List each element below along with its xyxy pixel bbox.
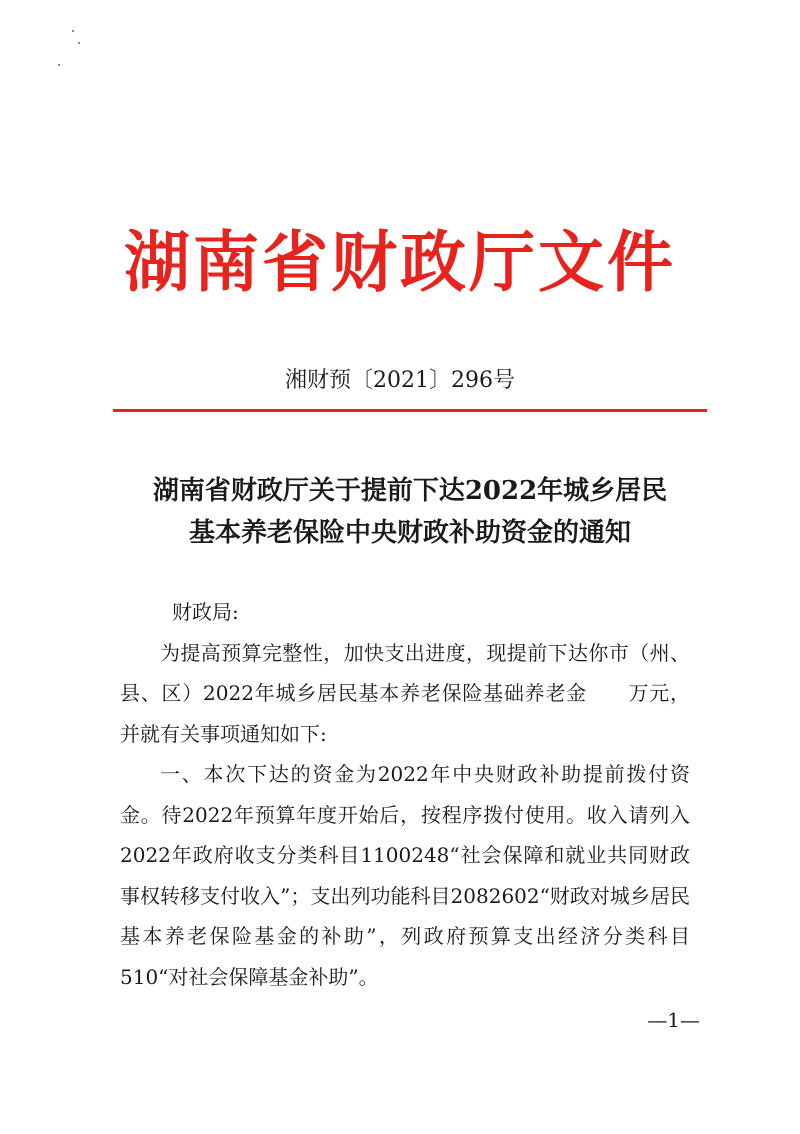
document-masthead: 湖南省财政厅文件 (124, 224, 676, 301)
document-number: 湘财预〔2021〕296号 (285, 368, 515, 393)
addressee: 财政局: (172, 600, 239, 624)
scan-speck (58, 64, 60, 66)
document-title (100, 470, 720, 554)
red-divider-line (113, 409, 707, 412)
scan-speck (72, 30, 74, 32)
body-paragraph: 为提高预算完整性，加快支出进度，现提前下达你市（州、县、区）2022年城乡居民基本养老保险基础养老金 万元，并就有关事项通知如下: (120, 640, 690, 746)
body-paragraph: 一、本次下达的资金为2022年中央财政补助提前拨付资金。待2022年预算年度开始后，按程序拨付使用。收入请列入2022年政府收支分类科目1100248“社会保障和就业共同财政事权转移支付收入”；支出列功能科目2082602“财政对城乡居民基本养老保险基金的补助”，列政府预算支出经济分类科目510“对社会保障基金补助”。 (120, 762, 690, 989)
document-title-line-2: 基本养老保险中央财政补助资金的通知 (188, 518, 631, 548)
document-title-line-1: 湖南省财政厅关于提前下达2022年城乡居民 (152, 476, 668, 506)
scan-speck (78, 42, 80, 44)
page-number: —1— (647, 1008, 700, 1032)
document-body (120, 592, 690, 997)
